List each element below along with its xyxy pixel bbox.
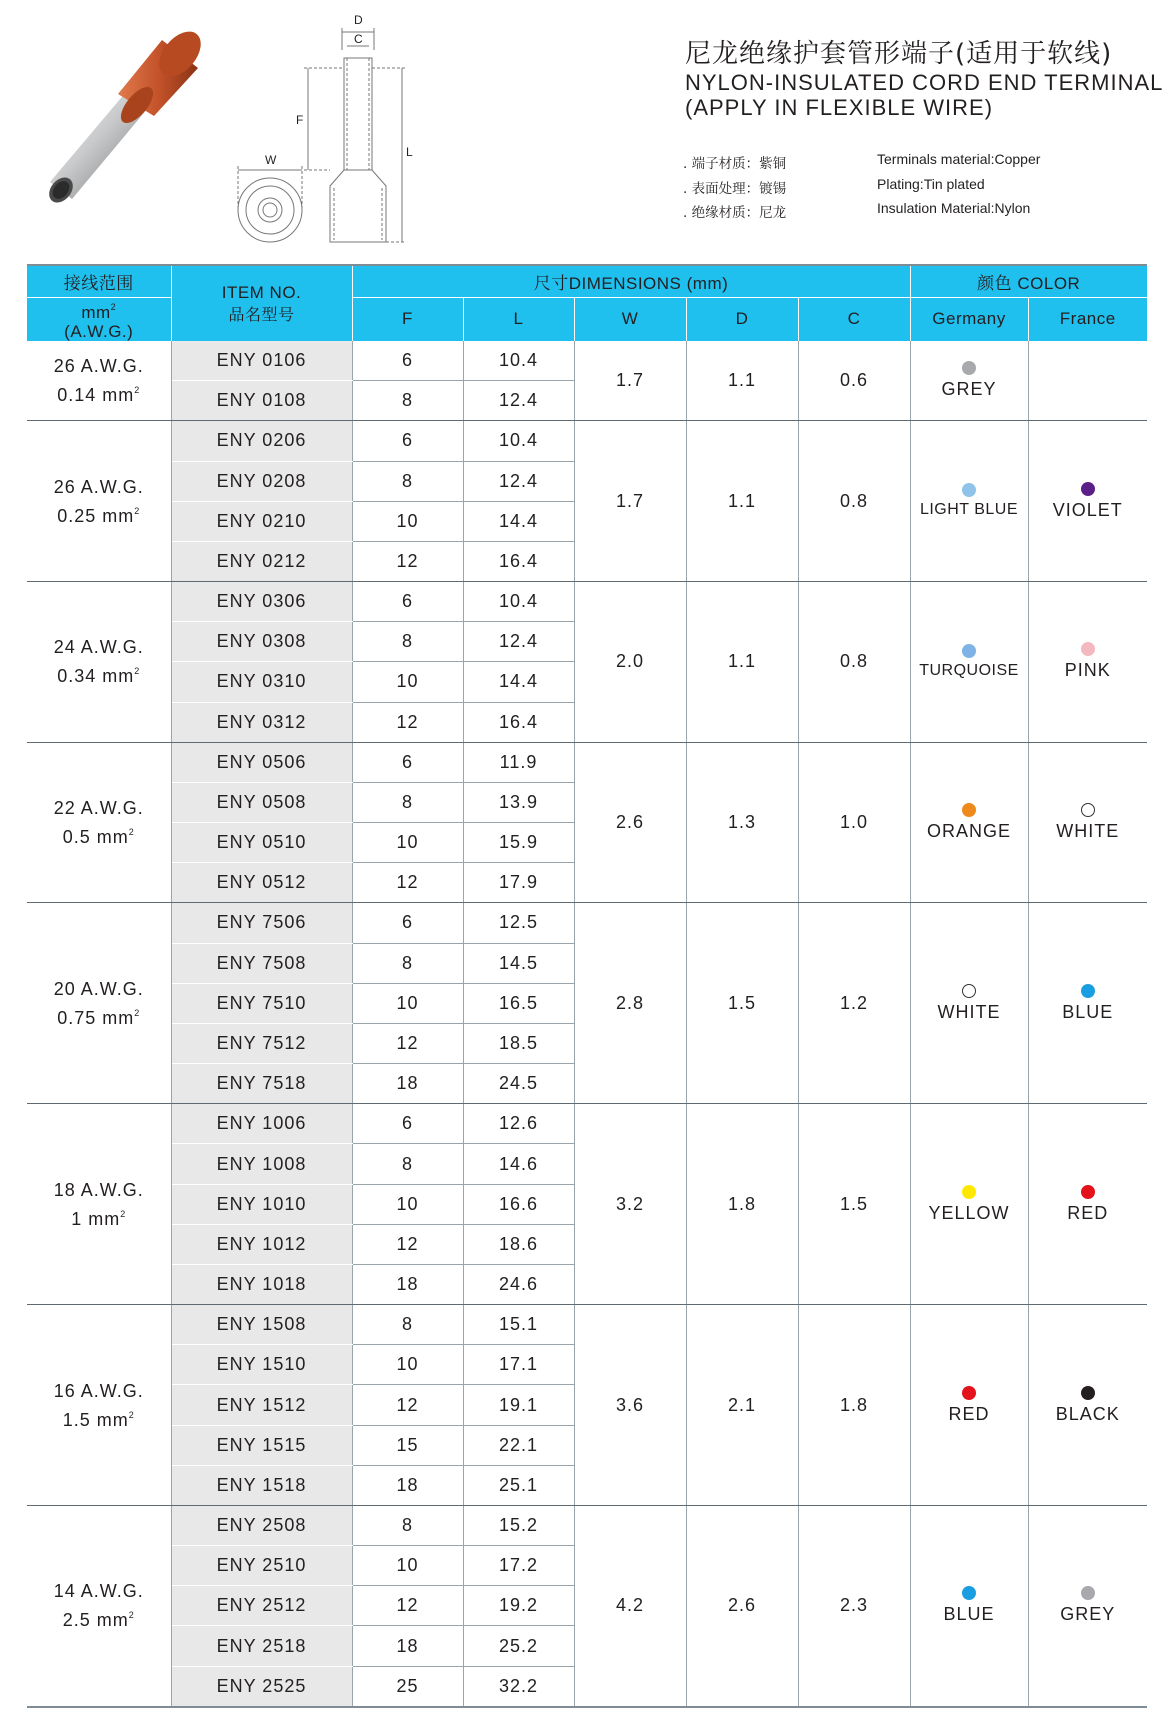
header-l: L [463,297,574,341]
dim-l: 17.1 [463,1345,574,1385]
color-germany [910,1104,1028,1305]
label-d: D [354,13,363,27]
color-name: BLACK [1055,1403,1120,1424]
dim-w: 2.8 [574,903,686,1104]
dim-l: 14.4 [463,662,574,702]
header-dimensions: 尺寸DIMENSIONS (mm) [352,265,910,297]
color-name: LIGHT BLUE [919,501,1019,519]
dim-d: 1.8 [686,1104,798,1305]
dim-d: 1.1 [686,421,798,582]
dim-l: 24.5 [463,1064,574,1104]
color-swatch-icon [962,1586,976,1600]
header-color: 颜色 COLOR [910,265,1147,297]
color-name: VIOLET [1052,499,1123,520]
color-name: BLUE [943,1604,995,1625]
awg-value: 26 A.W.G. [53,356,144,377]
header-range-cn: 接线范围 [27,265,171,297]
spec-plating-en: Plating:Tin plated [877,176,985,192]
awg-value: 26 A.W.G. [53,476,144,497]
dim-l: 13.9 [463,782,574,822]
item-no: ENY 1518 [171,1465,352,1505]
spec-material-cn: . 端子材质：紫铜 [683,156,787,172]
color-swatch-icon [962,803,976,817]
dim-w: 2.0 [574,582,686,743]
table-body [27,341,1147,1707]
color-germany [910,903,1028,1104]
mm-value: 0.5 mm [62,827,129,848]
item-no: ENY 0306 [171,582,352,622]
dim-f: 15 [352,1425,463,1465]
page-header [0,0,1176,262]
color-france [1028,341,1147,421]
label-f: F [296,113,304,127]
item-no: ENY 2510 [171,1546,352,1586]
dim-l: 14.5 [463,943,574,983]
dim-c: 0.6 [798,341,910,421]
table-row [27,903,1147,943]
dim-d: 1.1 [686,582,798,743]
dim-c: 0.8 [798,582,910,743]
dimension-drawing [230,10,460,250]
color-name: WHITE [937,1001,1001,1022]
dim-l: 14.6 [463,1144,574,1184]
dim-w: 2.6 [574,742,686,903]
header-item-en: ITEM NO. [221,282,302,302]
dim-l: 12.4 [463,381,574,421]
dim-l: 12.6 [463,1104,574,1144]
mm-value: 0.14 mm [57,385,135,406]
color-swatch-icon [962,361,976,375]
dim-l: 12.4 [463,461,574,501]
dim-f: 18 [352,1626,463,1666]
color-germany [910,1305,1028,1506]
color-name: YELLOW [928,1202,1010,1223]
item-no: ENY 2518 [171,1626,352,1666]
label-w: W [265,153,277,167]
wire-range [27,903,171,1104]
item-no: ENY 0210 [171,501,352,541]
item-no: ENY 7510 [171,983,352,1023]
awg-value: 18 A.W.G. [53,1179,144,1200]
dim-f: 12 [352,1385,463,1425]
item-no: ENY 0308 [171,622,352,662]
color-france [1028,1305,1147,1506]
dim-f: 10 [352,983,463,1023]
spec-table [27,264,1147,1708]
item-no: ENY 7518 [171,1064,352,1104]
item-no: ENY 1012 [171,1224,352,1264]
wire-range [27,1505,171,1707]
dim-f: 12 [352,1023,463,1063]
dim-w: 3.2 [574,1104,686,1305]
item-no: ENY 2525 [171,1666,352,1707]
dim-c: 1.2 [798,903,910,1104]
dim-l: 16.4 [463,702,574,742]
header-w: W [574,297,686,341]
wire-range [27,341,171,421]
table-row [27,1505,1147,1545]
item-no: ENY 0310 [171,662,352,702]
wire-range [27,421,171,582]
dim-f: 6 [352,421,463,461]
item-no: ENY 0208 [171,461,352,501]
dim-f: 8 [352,782,463,822]
item-no: ENY 1512 [171,1385,352,1425]
color-name: RED [1067,1202,1109,1223]
mm-value: 1.5 mm [62,1409,129,1430]
color-name: WHITE [1056,821,1120,842]
color-swatch-icon [1081,1185,1095,1199]
item-no: ENY 1510 [171,1345,352,1385]
item-no: ENY 7508 [171,943,352,983]
dim-l: 15.2 [463,1505,574,1545]
dim-f: 6 [352,903,463,943]
title-chinese: 尼龙绝缘护套管形端子(适用于软线) [685,39,1113,69]
dim-f: 8 [352,461,463,501]
dim-f: 8 [352,943,463,983]
table-row [27,742,1147,782]
header-c: C [798,297,910,341]
mm-sup: 2 [134,385,141,396]
range-awg: (A.W.G.) [64,321,134,341]
dim-f: 8 [352,1305,463,1345]
dim-l: 25.1 [463,1465,574,1505]
spec-insulation-en: Insulation Material:Nylon [877,200,1031,216]
dim-l: 10.4 [463,582,574,622]
color-swatch-icon [962,984,976,998]
dim-f: 12 [352,1586,463,1626]
dim-f: 18 [352,1264,463,1304]
dim-l: 32.2 [463,1666,574,1707]
dim-l: 16.4 [463,541,574,581]
dim-f: 8 [352,1144,463,1184]
color-france [1028,421,1147,582]
dim-f: 8 [352,381,463,421]
dim-d: 2.6 [686,1505,798,1707]
dim-f: 12 [352,702,463,742]
wire-range [27,1305,171,1506]
table-row [27,421,1147,461]
dim-f: 10 [352,662,463,702]
awg-value: 24 A.W.G. [53,637,144,658]
item-no: ENY 0206 [171,421,352,461]
color-swatch-icon [1081,1586,1095,1600]
color-swatch-icon [1081,1386,1095,1400]
mm-value: 1 mm [71,1208,121,1229]
dim-f: 6 [352,742,463,782]
color-swatch-icon [1081,482,1095,496]
dim-l: 17.2 [463,1546,574,1586]
dim-c: 1.5 [798,1104,910,1305]
color-france [1028,582,1147,743]
dim-c: 2.3 [798,1505,910,1707]
dim-w: 3.6 [574,1305,686,1506]
color-germany [910,582,1028,743]
color-name: GREY [1060,1604,1116,1625]
wire-range [27,742,171,903]
dim-l: 10.4 [463,421,574,461]
item-no: ENY 0108 [171,381,352,421]
header-f: F [352,297,463,341]
awg-value: 20 A.W.G. [53,978,144,999]
color-germany [910,1505,1028,1707]
table-row [27,582,1147,622]
color-swatch-icon [1081,984,1095,998]
dim-f: 10 [352,1345,463,1385]
dim-l: 25.2 [463,1626,574,1666]
dim-f: 8 [352,622,463,662]
dim-l: 10.4 [463,341,574,381]
range-unit-sup: 2 [110,301,117,312]
dim-l: 12.5 [463,903,574,943]
color-france [1028,1505,1147,1707]
dim-f: 12 [352,1224,463,1264]
header-item-cn: 品名型号 [228,304,295,324]
color-name: ORANGE [926,821,1011,842]
title-english-line1: NYLON-INSULATED CORD END TERMINAL [685,70,1164,95]
color-france [1028,742,1147,903]
dim-l: 19.2 [463,1586,574,1626]
item-no: ENY 1018 [171,1264,352,1304]
item-no: ENY 0506 [171,742,352,782]
color-france [1028,903,1147,1104]
mm-sup: 2 [120,1208,127,1219]
dim-f: 10 [352,823,463,863]
item-no: ENY 2508 [171,1505,352,1545]
color-swatch-icon [1081,803,1095,817]
dim-w: 1.7 [574,421,686,582]
dim-l: 22.1 [463,1425,574,1465]
item-no: ENY 7512 [171,1023,352,1063]
color-name: BLUE [1062,1001,1114,1022]
color-name: PINK [1064,660,1111,681]
range-unit: mm [81,302,111,322]
dim-f: 10 [352,501,463,541]
color-name: TURQUOISE [919,661,1019,679]
dim-f: 10 [352,1546,463,1586]
mm-sup: 2 [128,827,135,838]
dim-f: 12 [352,863,463,903]
table-row [27,1305,1147,1345]
dim-d: 2.1 [686,1305,798,1506]
spec-plating-cn: . 表面处理：镀锡 [683,181,787,197]
label-l: L [406,145,413,159]
dim-l: 19.1 [463,1385,574,1425]
mm-sup: 2 [134,1007,141,1018]
mm-value: 0.34 mm [57,666,135,687]
dim-d: 1.5 [686,903,798,1104]
dim-l: 16.5 [463,983,574,1023]
color-swatch-icon [1081,642,1095,656]
dim-f: 10 [352,1184,463,1224]
dim-f: 25 [352,1666,463,1707]
color-swatch-icon [962,483,976,497]
item-no: ENY 0510 [171,823,352,863]
color-name: RED [948,1403,990,1424]
dim-d: 1.3 [686,742,798,903]
dim-l: 14.4 [463,501,574,541]
dim-w: 4.2 [574,1505,686,1707]
item-no: ENY 1006 [171,1104,352,1144]
table-row [27,1104,1147,1144]
item-no: ENY 1008 [171,1144,352,1184]
dim-f: 6 [352,582,463,622]
dim-f: 18 [352,1465,463,1505]
color-swatch-icon [962,1185,976,1199]
header-france: France [1028,297,1147,341]
mm-sup: 2 [128,1610,135,1621]
dim-w: 1.7 [574,341,686,421]
item-no: ENY 2512 [171,1586,352,1626]
dim-c: 1.0 [798,742,910,903]
item-no: ENY 1010 [171,1184,352,1224]
dim-l: 16.6 [463,1184,574,1224]
dim-l: 15.9 [463,823,574,863]
dim-l: 17.9 [463,863,574,903]
terminal-photo [30,24,230,224]
color-germany [910,421,1028,582]
spec-material-en: Terminals material:Copper [877,151,1041,167]
dim-c: 1.8 [798,1305,910,1506]
header-range-unit [27,297,171,341]
mm-sup: 2 [134,505,141,516]
dim-l: 12.4 [463,622,574,662]
dim-f: 12 [352,541,463,581]
dim-f: 6 [352,1104,463,1144]
item-no: ENY 0512 [171,863,352,903]
mm-value: 2.5 mm [62,1610,129,1631]
color-swatch-icon [962,644,976,658]
spec-insulation-cn: . 绝缘材质：尼龙 [683,205,787,221]
awg-value: 14 A.W.G. [53,1581,144,1602]
item-no: ENY 0508 [171,782,352,822]
item-no: ENY 1515 [171,1425,352,1465]
dim-f: 8 [352,1505,463,1545]
item-no: ENY 0106 [171,341,352,381]
dim-l: 11.9 [463,742,574,782]
item-no: ENY 0312 [171,702,352,742]
color-france [1028,1104,1147,1305]
dim-l: 15.1 [463,1305,574,1345]
title-block [685,38,1163,120]
mm-sup: 2 [134,666,141,677]
item-no: ENY 7506 [171,903,352,943]
color-name: GREY [941,379,997,400]
awg-value: 16 A.W.G. [53,1380,144,1401]
mm-value: 0.25 mm [57,505,135,526]
awg-value: 22 A.W.G. [53,798,144,819]
dim-l: 24.6 [463,1264,574,1304]
dim-l: 18.6 [463,1224,574,1264]
mm-value: 0.75 mm [57,1007,135,1028]
dim-f: 6 [352,341,463,381]
dim-c: 0.8 [798,421,910,582]
wire-range [27,1104,171,1305]
label-c: C [354,32,363,46]
item-no: ENY 1508 [171,1305,352,1345]
header-germany: Germany [910,297,1028,341]
wire-range [27,582,171,743]
mm-sup: 2 [128,1409,135,1420]
color-germany [910,742,1028,903]
header-d: D [686,297,798,341]
dim-l: 18.5 [463,1023,574,1063]
title-english-line2: (APPLY IN FLEXIBLE WIRE) [685,95,994,120]
dim-d: 1.1 [686,341,798,421]
header-item-no [171,265,352,341]
dim-f: 18 [352,1064,463,1104]
item-no: ENY 0212 [171,541,352,581]
table-row [27,341,1147,381]
color-swatch-icon [962,1386,976,1400]
color-germany [910,341,1028,421]
